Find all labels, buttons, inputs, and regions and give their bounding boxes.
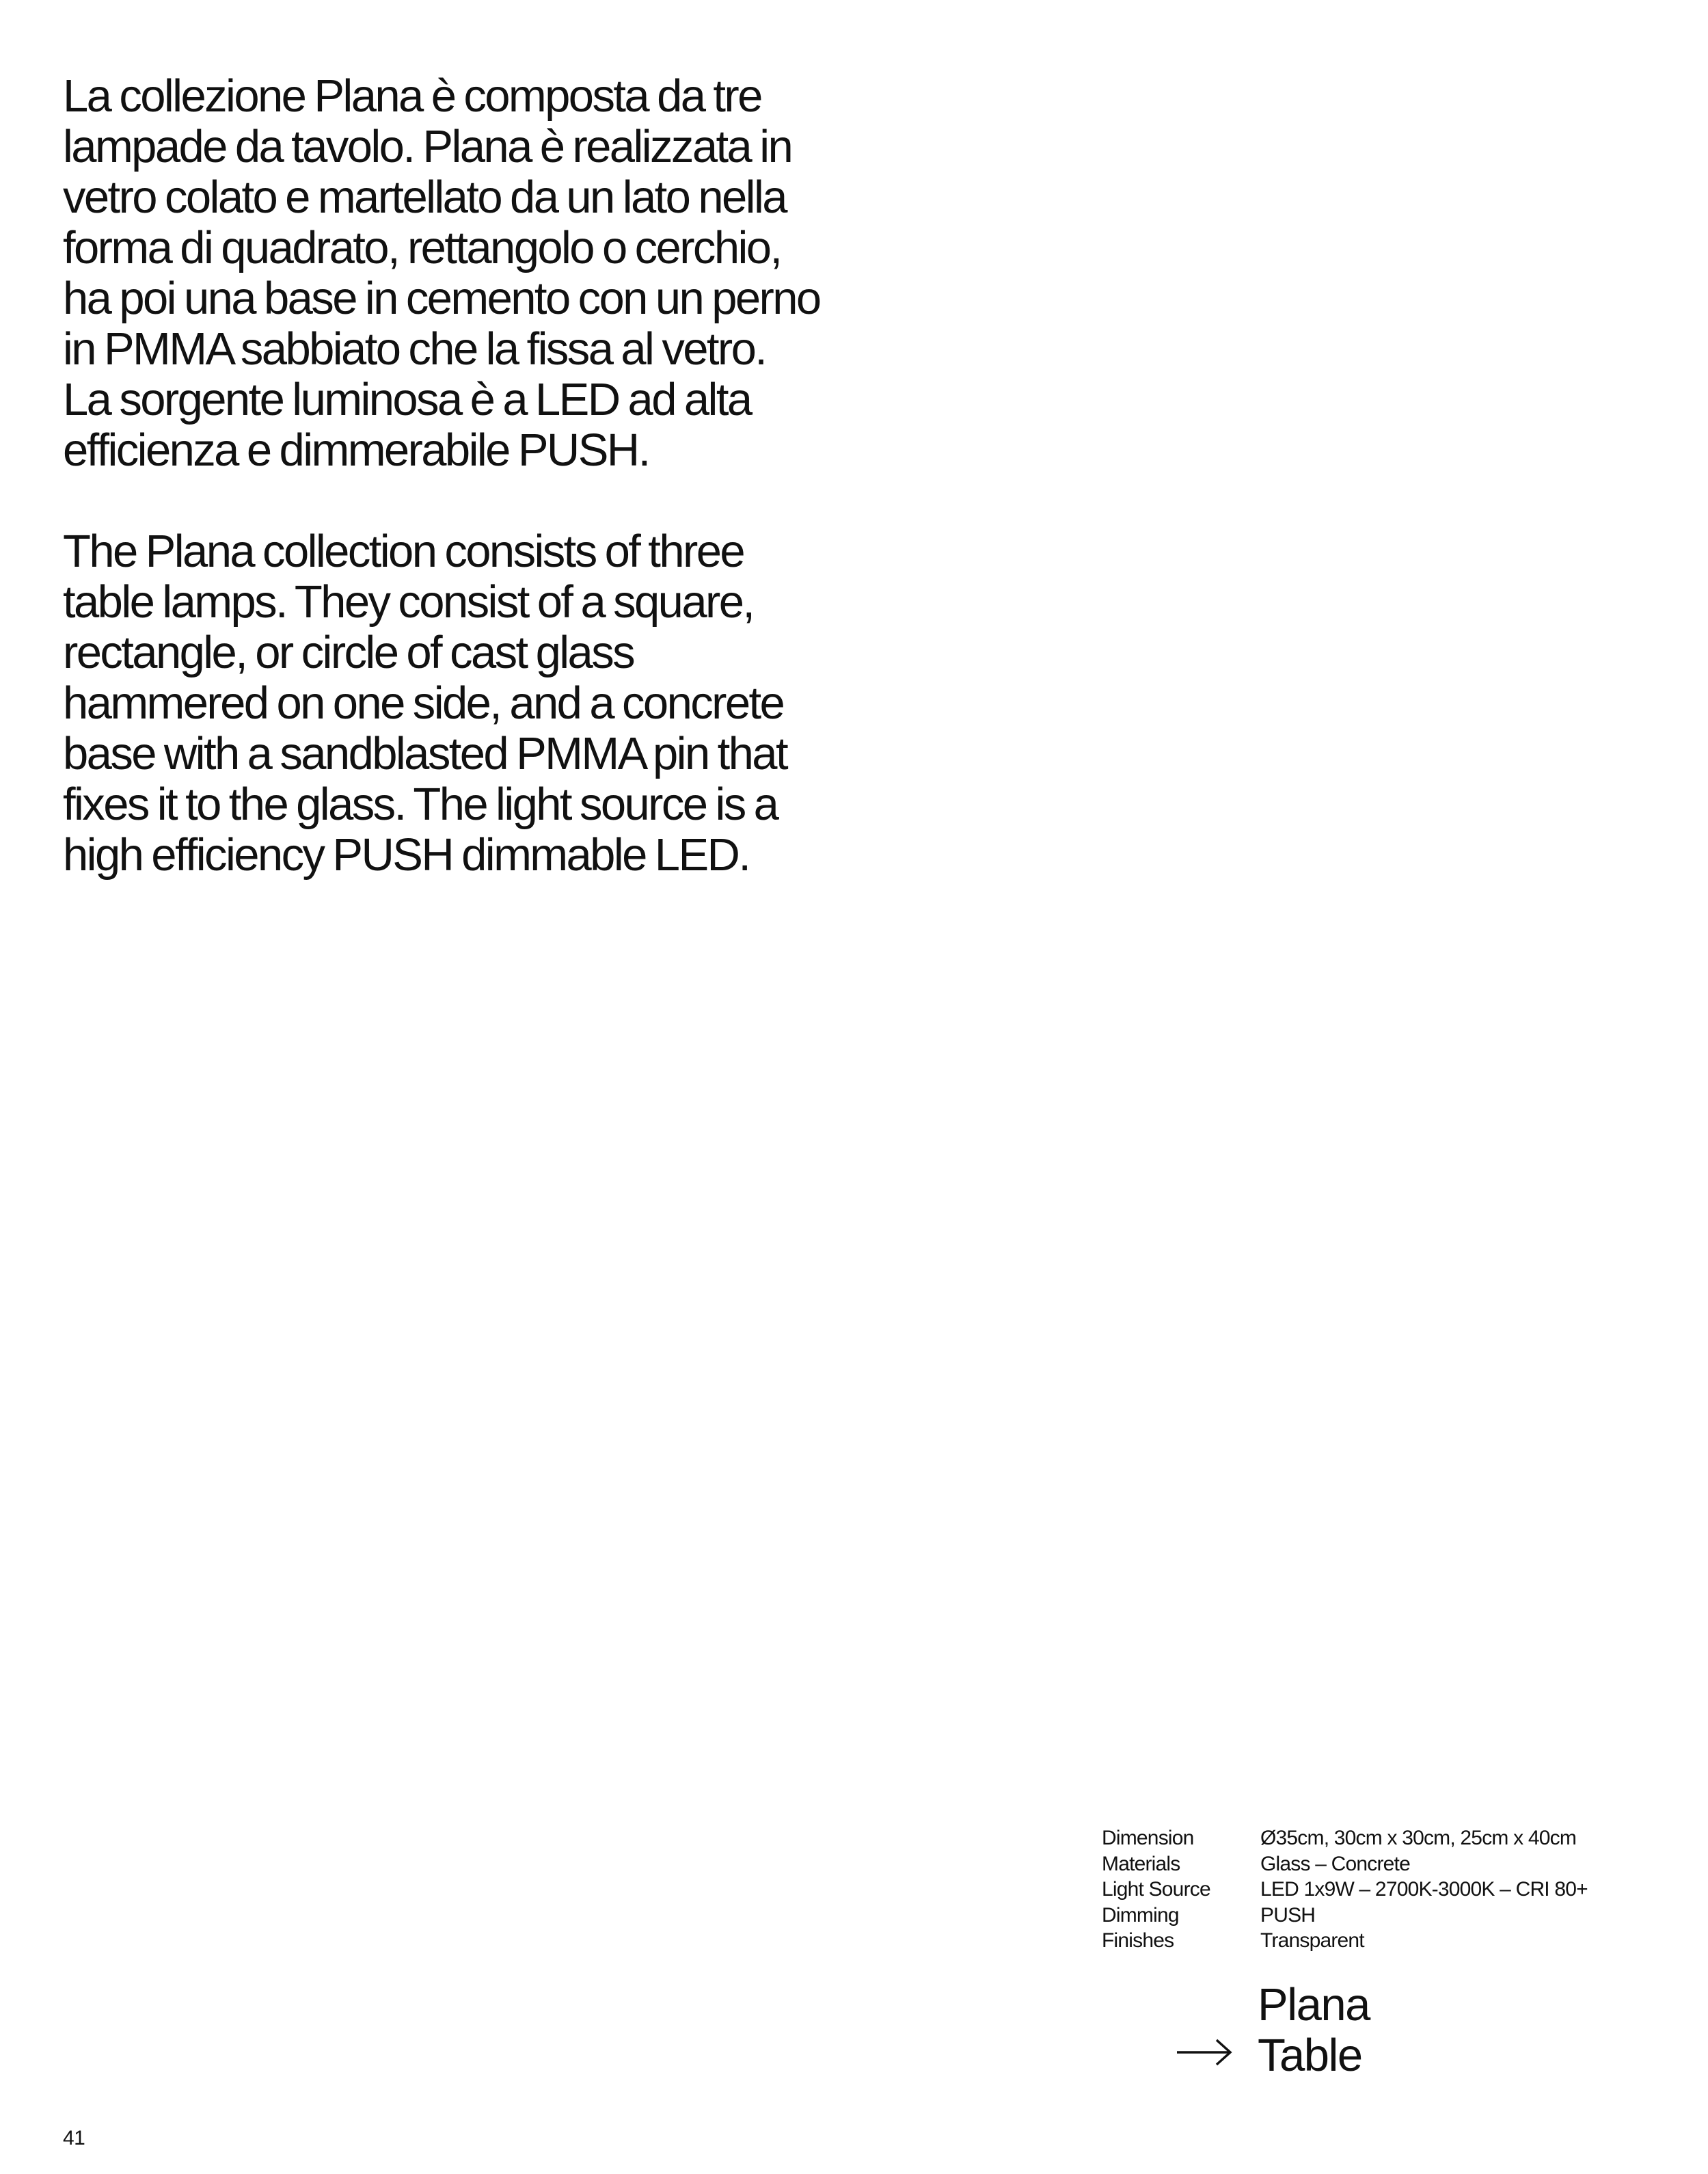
italian-description — [63, 71, 1006, 476]
spec-label: Light Source — [1102, 1878, 1210, 1901]
spec-label: Dimming — [1102, 1903, 1179, 1927]
product-name-line2: Table — [1258, 2030, 1362, 2081]
spec-label: Dimension — [1102, 1827, 1194, 1849]
spec-row-light-source — [1102, 1877, 1588, 1903]
english-line: base with a sandblasted PMMA pin that — [63, 728, 787, 779]
english-line: rectangle, or circle of cast glass — [63, 627, 634, 678]
english-line: high efficiency PUSH dimmable LED. — [63, 829, 750, 881]
italian-line: forma di quadrato, rettangolo o cerchio, — [63, 222, 781, 273]
intro-text — [63, 71, 1006, 881]
page-number: 41 — [63, 2127, 85, 2149]
italian-line: La collezione Plana è composta da tre — [63, 70, 761, 122]
product-name — [1258, 1980, 1370, 2081]
italian-line: lampade da tavolo. Plana è realizzata in — [63, 121, 792, 172]
spec-label: Finishes — [1102, 1929, 1174, 1952]
english-description — [63, 526, 1006, 881]
english-line: hammered on one side, and a concrete — [63, 677, 784, 729]
spec-row-materials — [1102, 1851, 1588, 1877]
spec-row-finishes — [1102, 1928, 1588, 1954]
spec-label: Materials — [1102, 1852, 1180, 1875]
english-line: fixes it to the glass. The light source is a — [63, 779, 778, 830]
spec-table — [1102, 1825, 1588, 1954]
spec-row-dimming — [1102, 1903, 1588, 1929]
spec-value: PUSH — [1260, 1903, 1316, 1927]
italian-line: La sorgente luminosa è a LED ad alta — [63, 374, 751, 425]
spec-value: LED 1x9W – 2700K-3000K – CRI 80+ — [1260, 1878, 1588, 1901]
english-line: table lamps. They consist of a square, — [63, 576, 754, 628]
italian-line: ha poi una base in cemento con un perno — [63, 273, 820, 324]
italian-line: vetro colato e martellato da un lato nella — [63, 172, 786, 223]
italian-line: efficienza e dimmerabile PUSH. — [63, 425, 649, 476]
italian-line: in PMMA sabbiato che la fissa al vetro. — [63, 323, 766, 375]
spec-value: Glass – Concrete — [1260, 1852, 1410, 1875]
product-name-line1: Plana — [1258, 1979, 1370, 2030]
product-title-block — [1176, 1980, 1370, 2081]
spec-value: Transparent — [1260, 1929, 1364, 1952]
spec-value: Ø35cm, 30cm x 30cm, 25cm x 40cm — [1260, 1827, 1577, 1849]
english-line: The Plana collection consists of three — [63, 526, 744, 577]
spec-row-dimension — [1102, 1825, 1588, 1851]
arrow-right-icon — [1176, 2039, 1233, 2066]
